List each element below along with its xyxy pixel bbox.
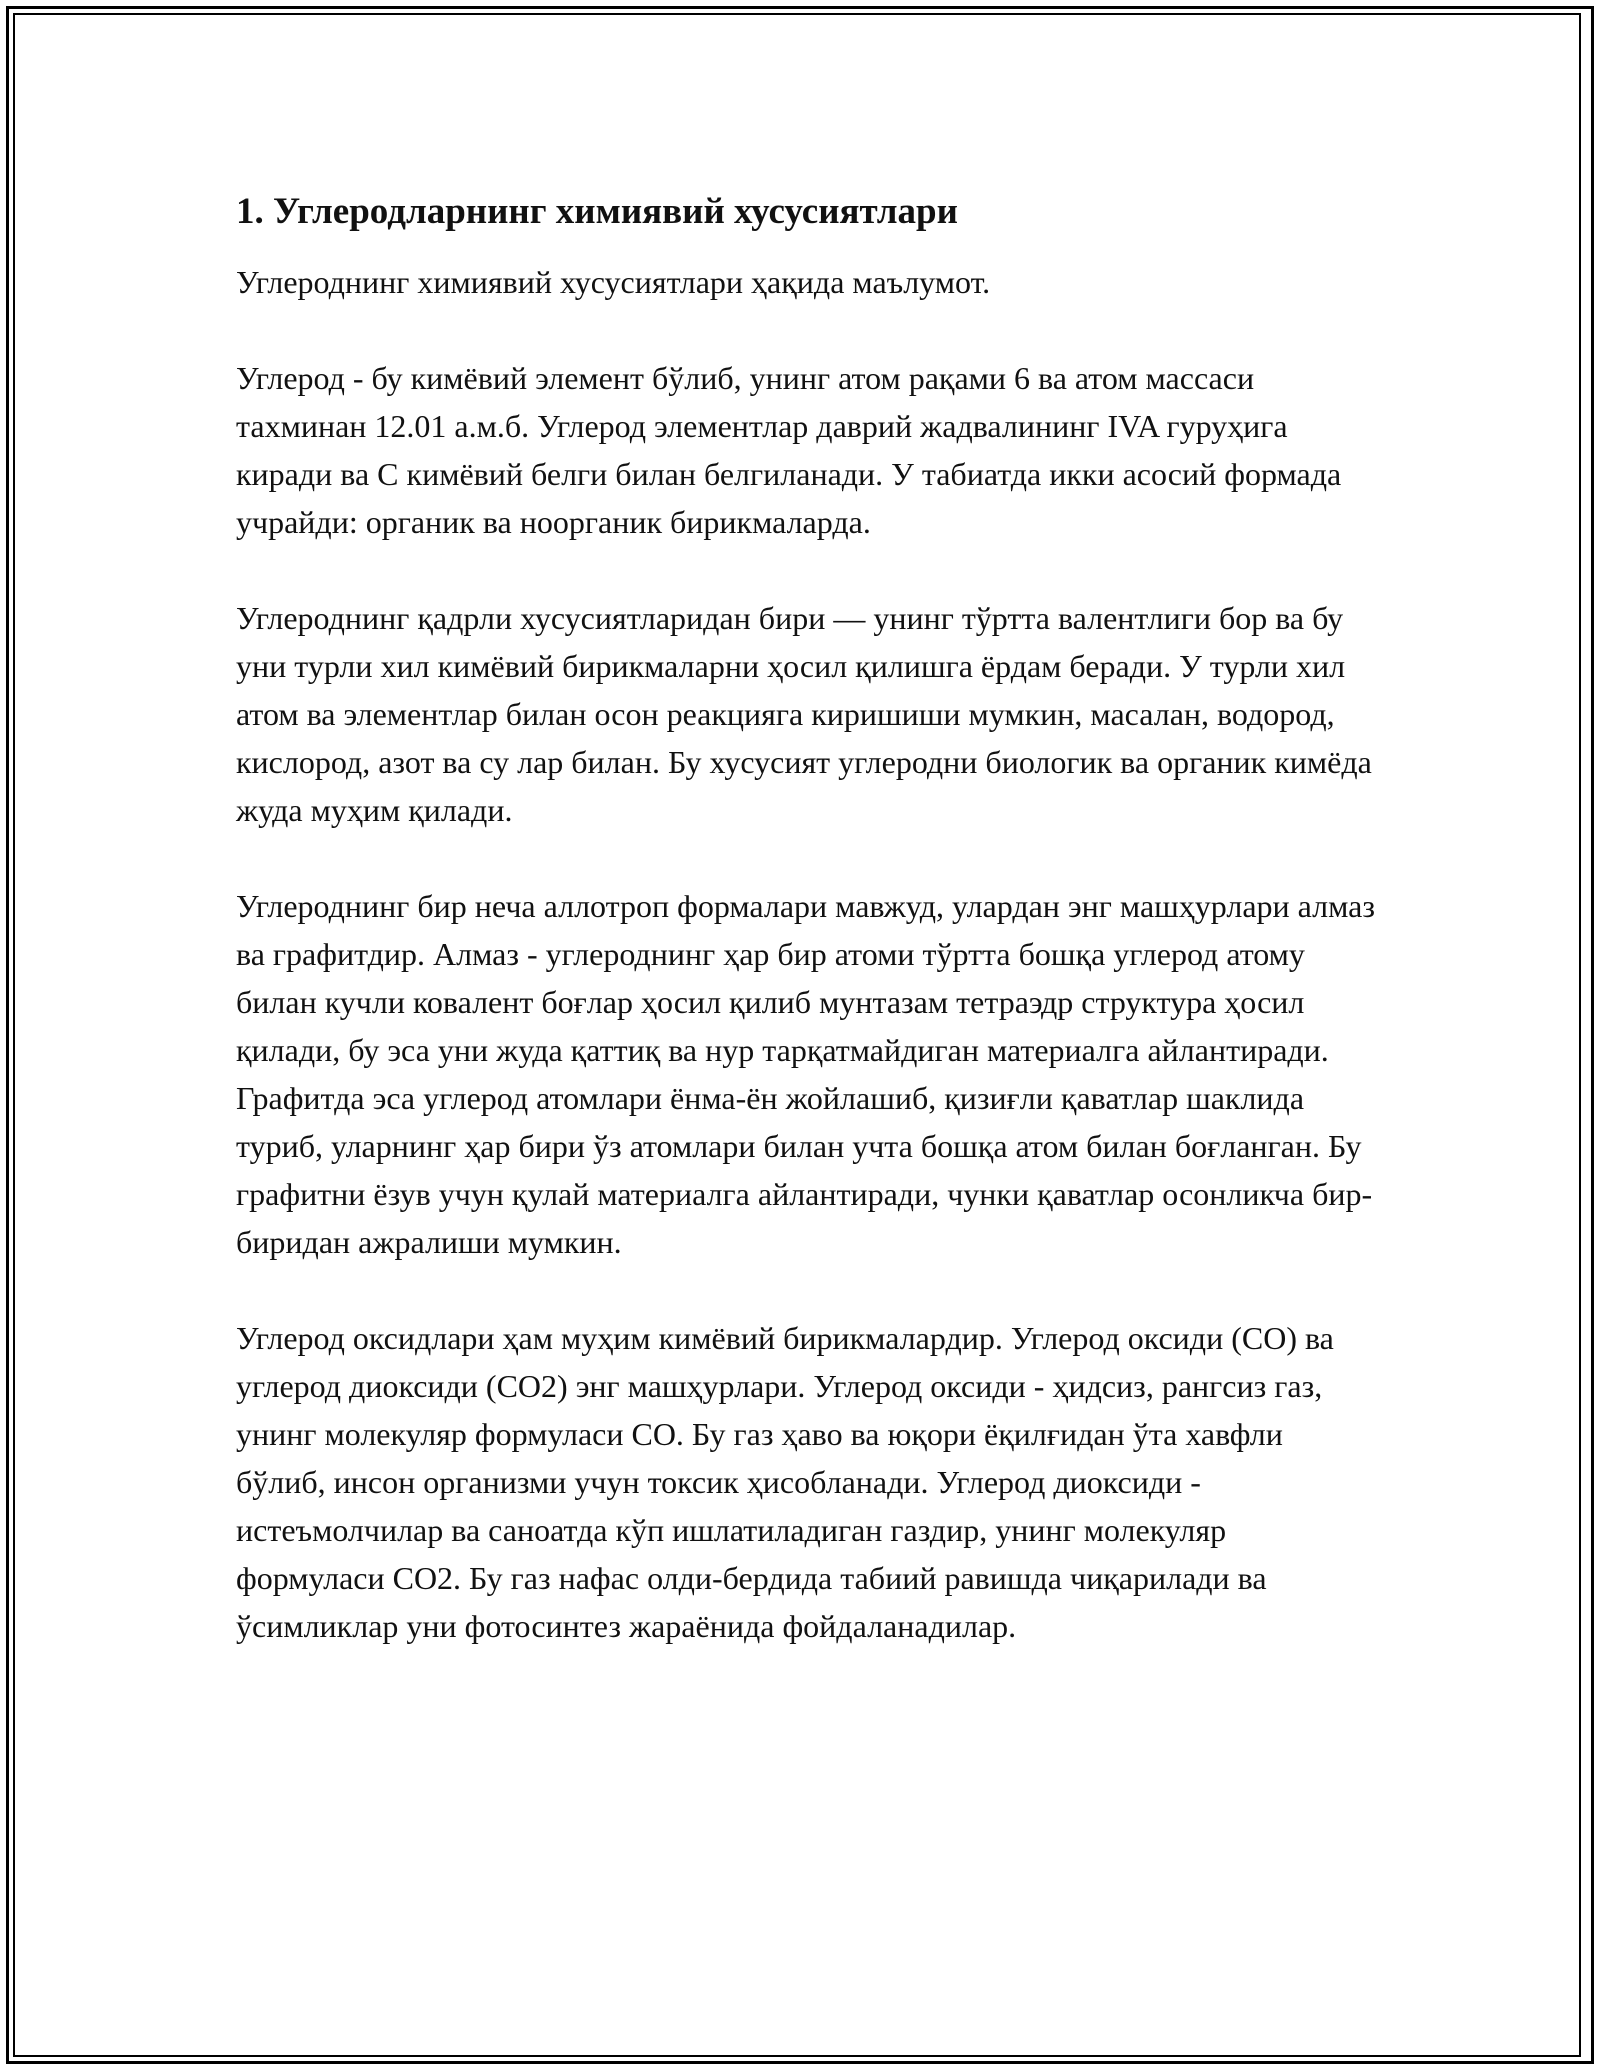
paragraph-1: Углерод - бу кимёвий элемент бўлиб, унинг атом рақами 6 ва атом массаси тахминан 12.01 а.м.б. Углерод элементлар даврий жадвалининг IVA гуруҳига киради ва C кимёвий белги билан белгиланади. У табиатда икки асосий формада учрайди: органик ва ноорганик бирикмаларда. <box>236 360 1342 540</box>
section-heading: 1. Углеродларнинг химиявий хусусиятлари <box>236 191 958 232</box>
document-body <box>236 188 1376 1650</box>
paragraph-4: Углерод оксидлари ҳам муҳим кимёвий бирикмалардир. Углерод оксиди (CO) ва углерод диоксиди (CO2) энг машҳурлари. Углерод оксиди - ҳидсиз, рангсиз газ, унинг молекуляр формуласи CO. Бу газ ҳаво ва юқори ёқилғидан ўта хавфли бўлиб, инсон организми учун токсик ҳисобланади. Углерод диоксиди - истеъмолчилар ва саноатда кўп ишлатиладиган газдир, унинг молекуляр формуласи CO2. Бу газ нафас олди-бердида табиий равишда чиқарилади ва ўсимликлар уни фотосинтез жараёнида фойдаланадилар. <box>236 1320 1334 1644</box>
paragraph-2: Углероднинг қадрли хусусиятларидан бири — унинг тўртта валентлиги бор ва бу уни турли хил кимёвий бирикмаларни ҳосил қилишга ёрдам беради. У турли хил атом ва элементлар билан осон реакцияга киришиши мумкин, масалан, водород, кислород, азот ва су лар билан. Бу хусусият углеродни биологик ва органик кимёда жуда муҳим қилади. <box>236 600 1372 828</box>
intro-paragraph: Углероднинг химиявий хусусиятлари ҳақида маълумот. <box>236 264 991 300</box>
paragraph-3: Углероднинг бир неча аллотроп формалари мавжуд, улардан энг машҳурлари алмаз ва графитдир. Алмаз - углероднинг ҳар бир атоми тўртта бошқа углерод атому билан кучли ковалент боғлар ҳосил қилиб мунтазам тетраэдр структура ҳосил қилади, бу эса уни жуда қаттиқ ва нур тарқатмайдиган материалга айлантиради. Графитда эса углерод атомлари ёнма-ён жойлашиб, қизиғли қаватлар шаклида туриб, уларнинг ҳар бири ўз атомлари билан учта бошқа атом билан боғланган. Бу графитни ёзув учун қулай материалга айлантиради, чунки қаватлар осонликча бир-биридан ажралиши мумкин. <box>236 888 1375 1260</box>
